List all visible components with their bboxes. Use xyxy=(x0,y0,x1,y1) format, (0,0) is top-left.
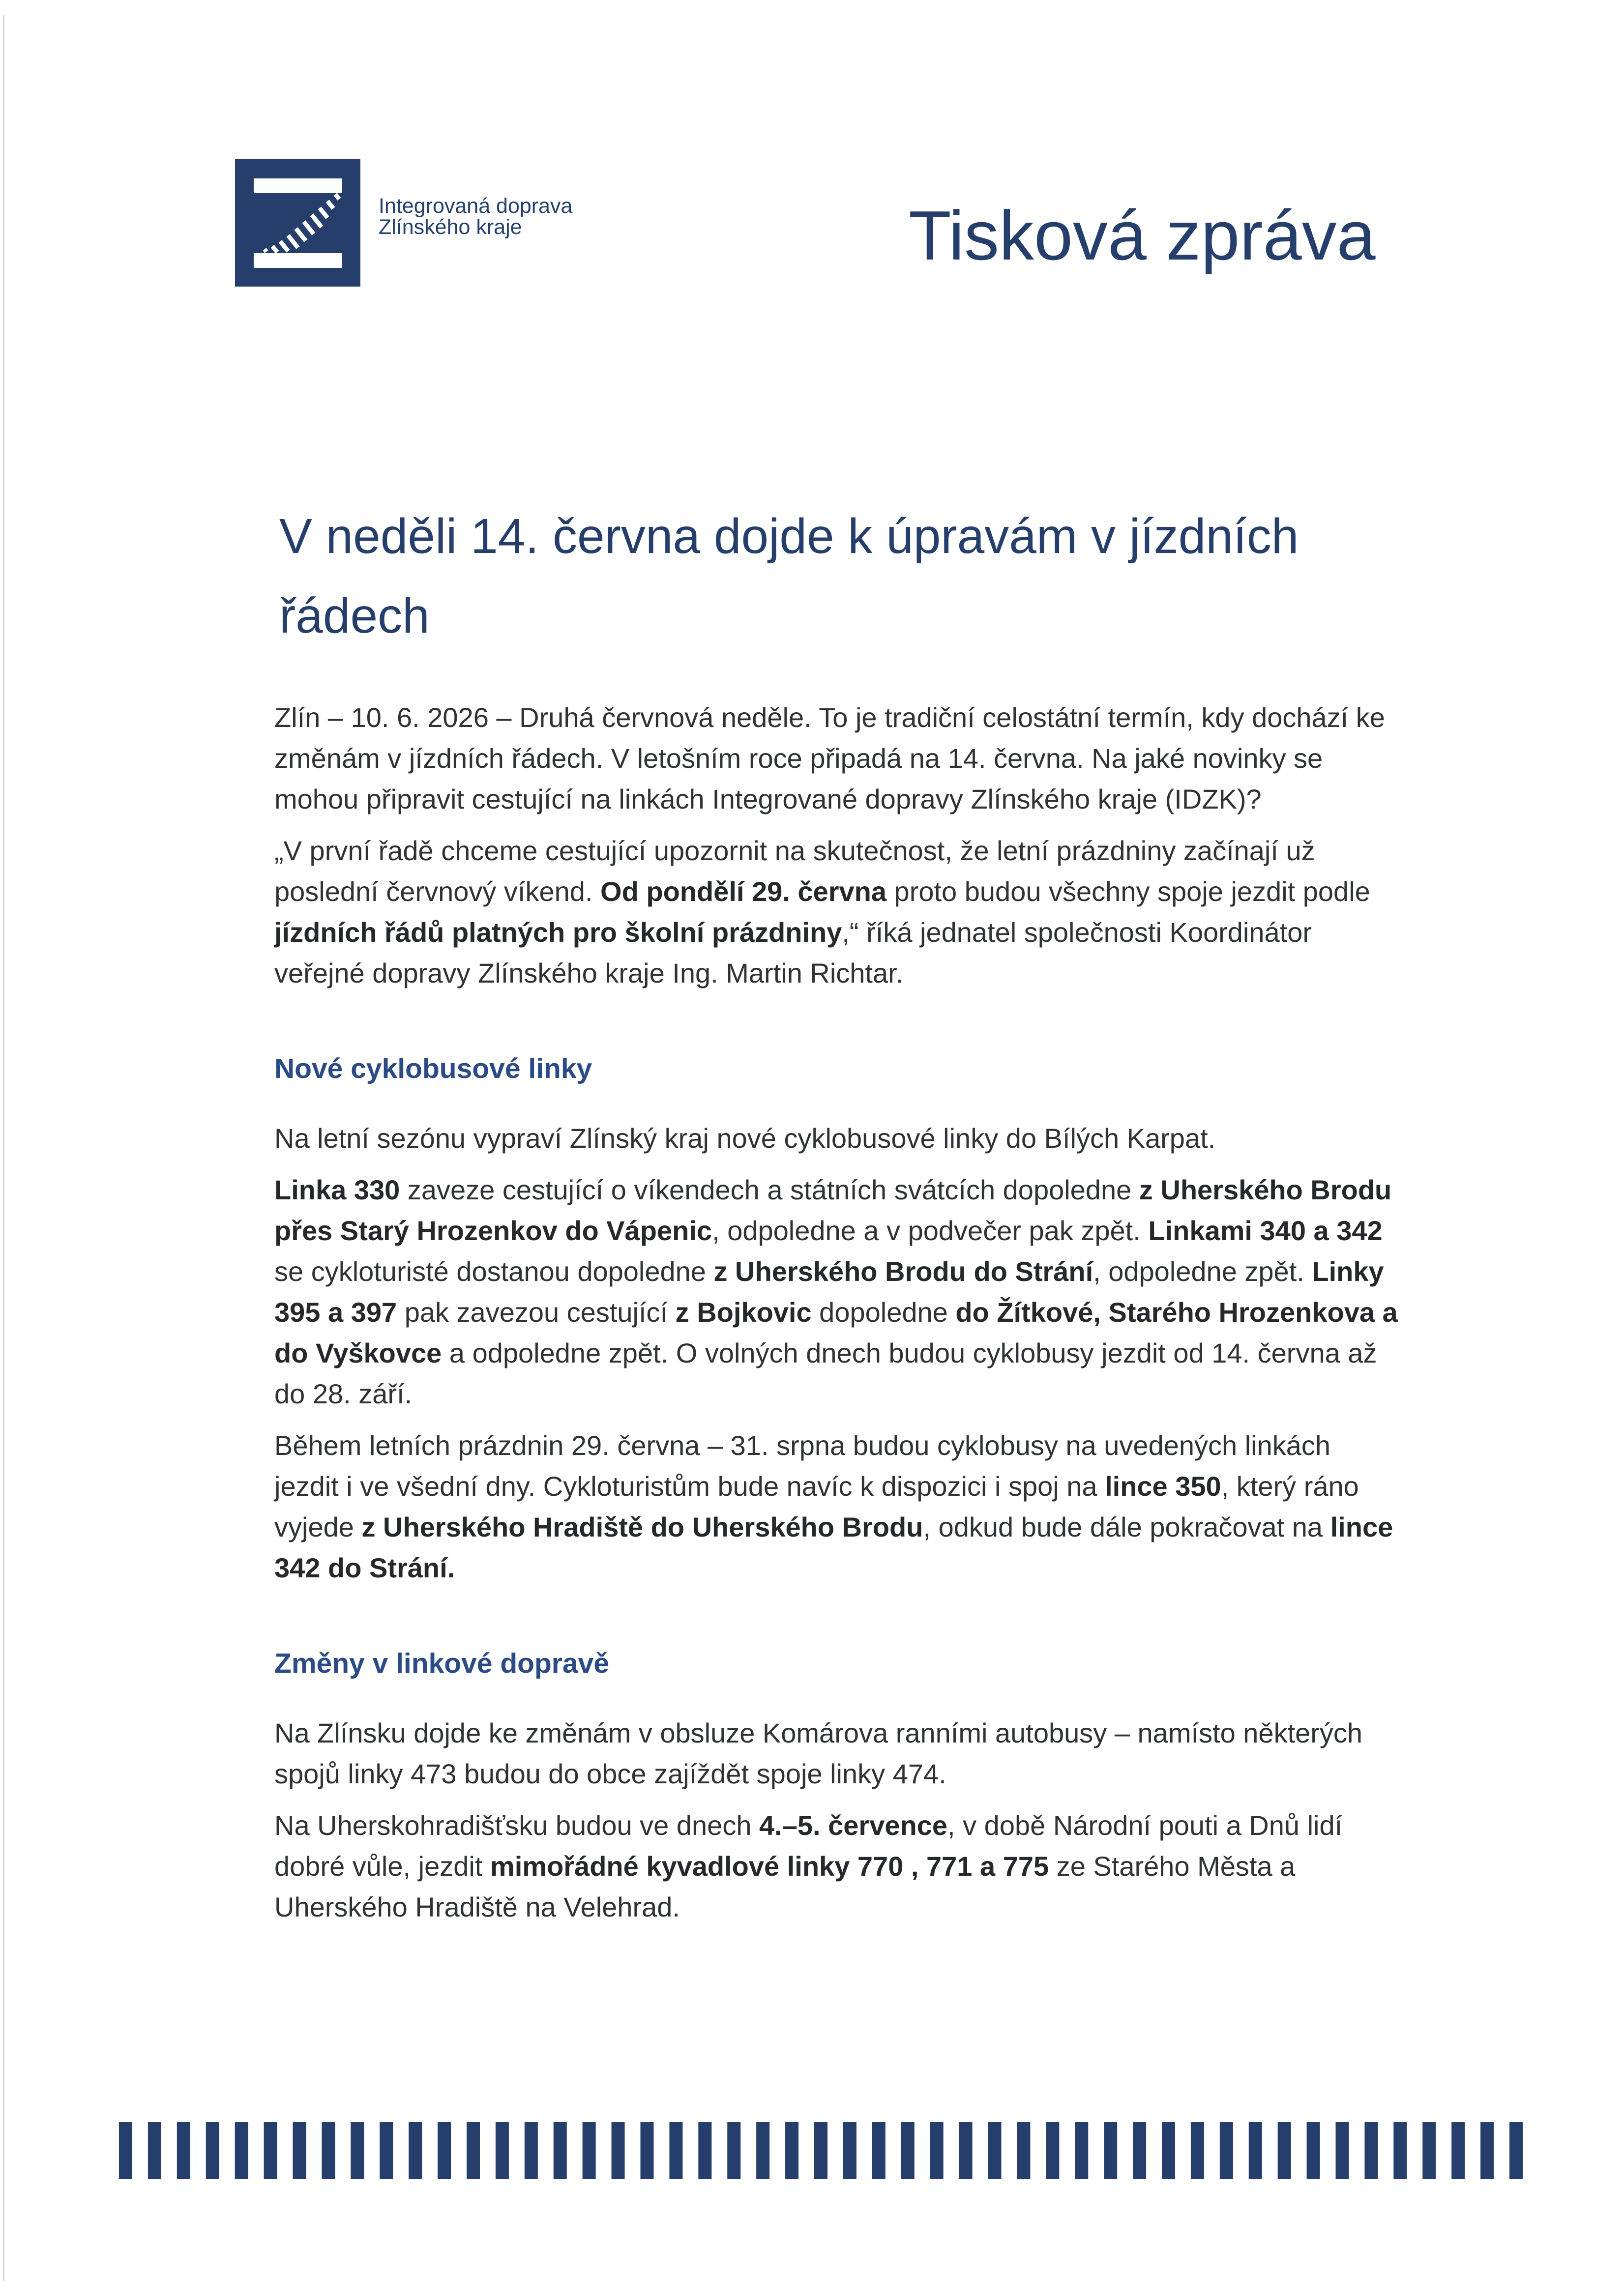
logo-text-line-2: Zlínského kraje xyxy=(379,215,522,239)
press-release-body xyxy=(274,697,1400,1927)
bold-text: z Bojkovic xyxy=(675,1297,812,1328)
cyclobus-intro-paragraph: Na letní sezónu vypraví Zlínský kraj nové cyklobusové linky do Bílých Karpat. xyxy=(274,1123,1216,1154)
footer-bar xyxy=(1336,2122,1349,2179)
footer-bar xyxy=(496,2122,509,2179)
section-heading-line-changes: Změny v linkové dopravě xyxy=(274,1648,610,1679)
bold-text: 4.–5. července xyxy=(759,1810,947,1841)
footer-bar xyxy=(1393,2122,1407,2179)
footer-bar xyxy=(1422,2122,1436,2179)
bold-text: z Uherského Hradiště do Uherského Brodu xyxy=(361,1511,923,1542)
zlinsko-changes-paragraph: Na Zlínsku dojde ke změnám v obsluze Komárova ranními autobusy – namísto některých spojů linky 473 budou do obce zajíždět spoje linky 474. xyxy=(274,1717,1363,1789)
footer-bar xyxy=(1133,2122,1146,2179)
footer-bar xyxy=(785,2122,798,2179)
footer-bar xyxy=(930,2122,944,2179)
logo-organization-name xyxy=(379,196,572,238)
footer-bar xyxy=(756,2122,769,2179)
footer-bar xyxy=(264,2122,277,2179)
footer-bar xyxy=(554,2122,567,2179)
scan-edge-line xyxy=(3,15,4,2281)
footer-bar xyxy=(467,2122,480,2179)
footer-bar xyxy=(988,2122,1002,2179)
footer-bar xyxy=(669,2122,682,2179)
footer-bar xyxy=(1220,2122,1233,2179)
bold-text: Linka 330 xyxy=(274,1174,400,1205)
footer-bar xyxy=(119,2122,132,2179)
footer-bar xyxy=(148,2122,161,2179)
footer-bar xyxy=(872,2122,886,2179)
footer-bar xyxy=(583,2122,596,2179)
section-heading-cyclobus: Nové cyklobusové linky xyxy=(274,1053,592,1084)
footer-decorative-bars xyxy=(119,2122,1523,2179)
footer-bar xyxy=(727,2122,740,2179)
footer-bar xyxy=(438,2122,451,2179)
footer-bar xyxy=(1480,2122,1494,2179)
footer-bar xyxy=(1017,2122,1030,2179)
footer-bar xyxy=(698,2122,711,2179)
footer-bar xyxy=(380,2122,393,2179)
footer-bar xyxy=(1509,2122,1523,2179)
bold-text: Linkami 340 a 342 xyxy=(1148,1215,1383,1246)
footer-bar xyxy=(843,2122,856,2179)
footer-bar xyxy=(525,2122,538,2179)
footer-bar xyxy=(814,2122,827,2179)
footer-bar xyxy=(293,2122,306,2179)
bold-text: mimořádné kyvadlové linky 770 , 771 a 775 xyxy=(490,1851,1049,1882)
intro-paragraph: Zlín – 10. 6. 2026 – Druhá červnová neděle. To je tradiční celostátní termín, kdy dochází ke změnám v jízdních řádech. V letošním roce připadá na 14. června. Na jaké novinky se mohou připravit cestující na linkách Integrované dopravy Zlínského kraje (IDZK)? xyxy=(274,702,1385,814)
footer-bar xyxy=(1162,2122,1175,2179)
press-release-headline: V neděli 14. června dojde k úpravám v jízdních řádech xyxy=(279,509,1299,643)
logo-text-line-1: Integrovaná doprava xyxy=(379,194,573,218)
footer-bar xyxy=(177,2122,190,2179)
footer-bar xyxy=(322,2122,335,2179)
footer-bar xyxy=(1104,2122,1117,2179)
footer-bar xyxy=(1191,2122,1204,2179)
footer-bar xyxy=(235,2122,248,2179)
quote-paragraph: „V první řadě chceme cestující upozornit na skutečnost, že letní prázdniny začínají už poslední červnový víkend. Od pondělí 29. června proto budou všechny spoje jezdit podle jízdních řádů platných pro školní prázdniny,“ říká jednatel společnosti Koordinátor veřejné dopravy Zlínského kraje Ing. Martin Richtar. xyxy=(274,835,1370,988)
footer-bar xyxy=(641,2122,654,2179)
footer-bar xyxy=(959,2122,973,2179)
bold-text: Od pondělí 29. června xyxy=(600,876,886,907)
footer-bar xyxy=(901,2122,915,2179)
footer-bar xyxy=(1046,2122,1059,2179)
summer-holiday-paragraph: Během letních prázdnin 29. června – 31. srpna budou cyklobusy na uvedených linkách jezdit i ve všední dny. Cykloturistům bude navíc k dispozici i spoj na lince 350, který ráno vyjede z Uherského Hradiště do Uherského Brodu, odkud bude dále pokračovat na lince 342 do Strání. xyxy=(274,1430,1393,1583)
footer-bar xyxy=(1249,2122,1262,2179)
footer-bar xyxy=(206,2122,219,2179)
bold-text: z Uherského Brodu do Strání xyxy=(713,1256,1093,1287)
document-type-title: Tisková zpráva xyxy=(909,197,1376,275)
footer-bar xyxy=(612,2122,625,2179)
footer-bar xyxy=(1307,2122,1320,2179)
uherskohradistsko-paragraph: Na Uherskohradišťsku budou ve dnech 4.–5. července, v době Národní pouti a Dnů lidí dobré vůle, jezdit mimořádné kyvadlové linky 770 , 771 a 775 ze Starého Města a Uherského Hradiště na Velehrad. xyxy=(274,1810,1343,1922)
bold-text: jízdních řádů platných pro školní prázdniny xyxy=(274,917,842,948)
footer-bar xyxy=(409,2122,422,2179)
bold-text: Linky 395 a 397 xyxy=(274,1256,1384,1328)
cyclobus-lines-paragraph: Linka 330 zaveze cestující o víkendech a státních svátcích dopoledne z Uherského Brodu přes Starý Hrozenkov do Vápenic, odpoledne a v podvečer pak zpět. Linkami 340 a 342 se cykloturisté dostanou dopoledne z Uherského Brodu do Strání, odpoledne zpět. Linky 395 a 397 pak zavezou cestující z Bojkovic dopoledne do Žítkové, Starého Hrozenkova a do Vyškovce a odpoledne zpět. O volných dnech budou cyklobusy jezdit od 14. června až do 28. září. xyxy=(274,1174,1398,1409)
bold-text: do Žítkové, Starého Hrozenkova a do Vyškovce xyxy=(274,1297,1398,1368)
z-letter-logo-icon xyxy=(235,159,360,287)
footer-bar xyxy=(1451,2122,1465,2179)
bold-text: lince 350 xyxy=(1105,1471,1221,1502)
bold-text: z Uherského Brodu přes Starý Hrozenkov do Vápenic xyxy=(274,1174,1392,1246)
footer-bar xyxy=(351,2122,364,2179)
footer-bar xyxy=(1075,2122,1088,2179)
footer-bar xyxy=(1278,2122,1291,2179)
bold-text: lince 342 do Strání. xyxy=(274,1511,1393,1583)
footer-bar xyxy=(1364,2122,1378,2179)
